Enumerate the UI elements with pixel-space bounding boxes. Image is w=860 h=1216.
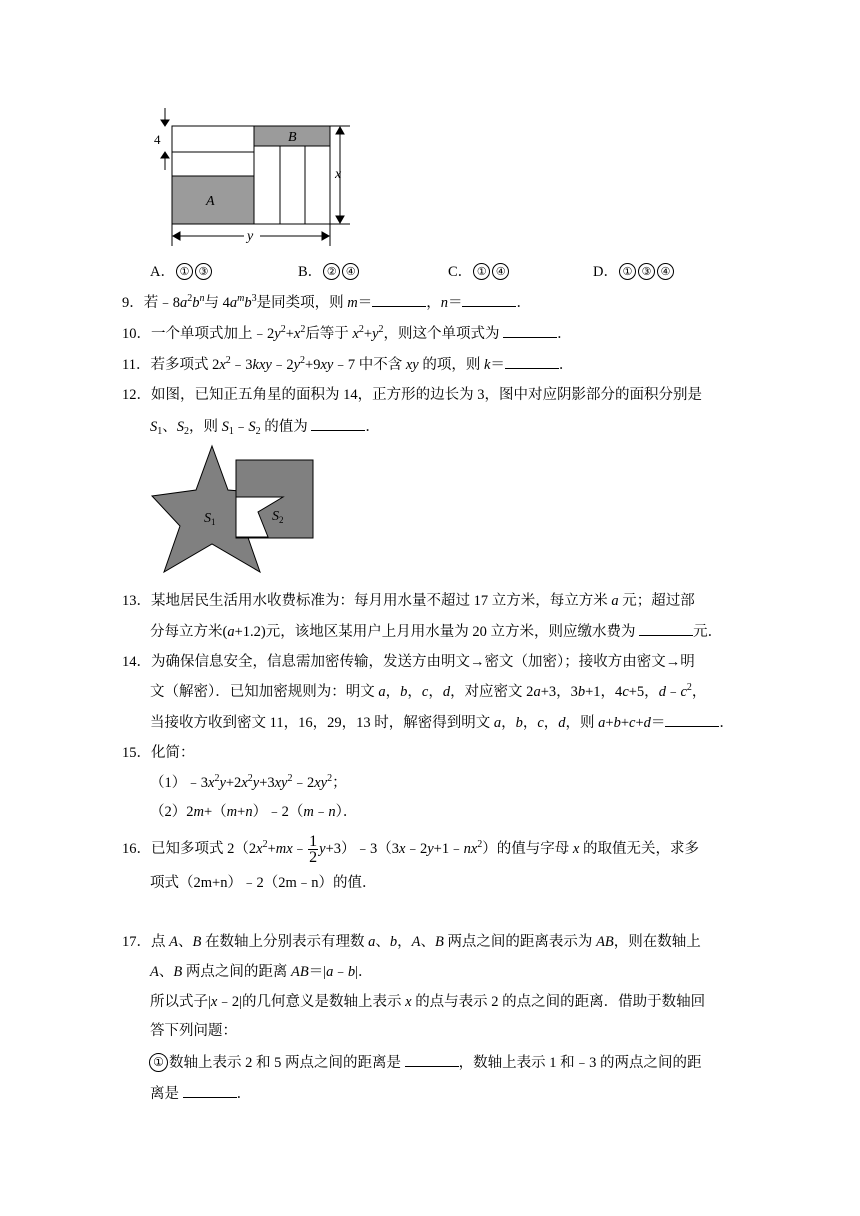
question-number: 13． [122,593,151,609]
q15-text: +（ [203,804,227,820]
q12-text: ． [365,419,380,435]
question-17-line6 [150,1083,251,1104]
q12-text: ﹣ [233,419,249,435]
q15-text: ）﹣2（ [252,804,304,820]
question-11: 11．若多项式 $2x^2﹣3kxy﹣2y^2+9xy﹣7$ 中不含 xy 的项，则 k＝ ． [122,355,574,373]
option-letter: A． [150,264,175,280]
q17-text: ＝| [308,964,327,980]
q12-text: 的值为 [260,419,312,435]
q13-text: +1.2)元，该地区某用户上月用水量为 20 立方米，则应缴水费为 [234,624,640,640]
question-17-line5 [148,1052,702,1073]
circled-number: ④ [342,263,359,280]
rectangle-figure [148,108,358,248]
q17-text: ． [236,1086,252,1102]
question-number: 12． [122,387,151,403]
q11-text: ﹣3 [230,357,253,373]
q17-text: ，则在数轴上 [613,934,701,950]
circled-number: ① [149,1053,168,1072]
q17-text: 答下列问题： [150,1023,237,1039]
question-14-line1 [122,652,695,672]
q14-text: ，则 [565,715,599,731]
question-17-line2: A、B 两点之间的距离 AB＝|a﹣b|． [150,964,373,980]
q10-text: + [363,326,373,342]
q8-option-a [150,262,213,282]
question-13-line1: 13．某地居民生活用水收费标准为：每月用水量不超过 17 立方米，每立方米 a 元；超过部 [122,593,695,609]
q15-text: （1）﹣3 [150,775,208,791]
option-letter: D． [593,264,618,280]
q12-text: 、 [162,419,177,435]
q9-text: ＝ [357,295,373,311]
q16-text: 项式（2m+n）﹣2（2m﹣n）的值． [150,875,377,891]
q11-text: +9 [305,357,321,373]
fig1-label-A: A [206,194,215,209]
question-number: 15． [122,745,151,761]
question-number: 16． [122,840,151,857]
fig2-label-s1: $S_1$ [204,511,216,527]
question-12-line1 [122,385,702,405]
q14-text: +3，3 [540,684,578,700]
q17-text: 两点之间的距离 [182,964,291,980]
q17-text: 在数轴上分别表示有理数 [201,934,369,950]
q9-text: 是同类项，则 [256,295,348,311]
question-16-line1: 16．已知多项式 $2(2x^2+mx﹣$ $\frac{1}{2}$ $y+3)﹣3(3x﹣2y+1﹣nx^2)$的值与字母 x 的取值无关，求多 [122,833,699,866]
circled-number: ① [176,263,193,280]
q13-text: 元；超过部 [618,593,695,609]
q17-text: 离是 [150,1086,183,1102]
question-13-line2: 分每立方米(a+1.2)元，该地区某用户上月用水量为 20 立方米，则应缴水费为 元． [150,621,722,642]
fig1-label-4: 4 [154,132,161,147]
question-number: 11． [122,357,151,373]
q11-text: ＝ [490,357,505,373]
fig1-label-B: B [288,130,297,145]
star-square-figure [148,440,318,575]
circled-number: ③ [638,263,655,280]
q10-text: ，则这个单项式为 [383,326,504,342]
question-9: 9．若$﹣8a^2b^n$与 $4a^mb^3$是同类项，则 m＝ ，n＝ ． [122,293,531,311]
circled-number: ① [619,263,636,280]
q14-text: ， [691,684,707,700]
q17-text: 所以式子| [150,994,211,1010]
q15-text: （2）2 [150,804,194,820]
question-number: 9． [122,295,144,311]
answer-blank[interactable] [405,1052,459,1067]
q10-text: 后等于 [305,326,353,342]
q9-text: ， [426,295,441,311]
answer-blank[interactable] [311,416,365,431]
question-14-line3: 当接收方收到密文 11，16，29，13 时，解密得到明文 a，b，c，d，则 a+b+c+d＝ ． [150,712,734,733]
answer-blank[interactable] [665,712,719,727]
q9-text: 若﹣8 [143,295,180,311]
q16-text: ）的值与字母 [482,840,573,857]
q14-text: ﹣ [665,684,681,700]
q16-text: ﹣ [292,840,308,857]
question-number: 14． [122,654,151,670]
fig1-label-y: y [247,229,254,244]
question-15-title [122,743,195,763]
q14-text: 文（解密）．已知加密规则为：明文 [150,684,379,700]
q10-text: ． [557,326,572,342]
fig1-label-x: x [335,167,342,182]
q17-text: ﹣2|的几何意义是数轴上表示 [217,994,406,1010]
q8-option-b [298,262,360,282]
q9-text: 与 4 [204,295,230,311]
q11-text: ﹣7 中不含 [333,357,406,373]
q14-text: ，对应密文 2 [450,684,534,700]
q10-text: 一个单项式加上﹣2 [151,326,275,342]
q14-text: ＝ [650,715,666,731]
answer-blank[interactable] [183,1083,237,1098]
answer-blank[interactable] [639,621,693,636]
question-15-part2: （2）2m+（m+n）﹣2（m﹣n）． [150,804,358,820]
question-16-line2 [150,873,376,893]
fig2-label-s2: $S_2$ [272,509,284,525]
q16-text: ﹣2 [405,840,428,857]
q11-text: ﹣2 [271,357,294,373]
answer-blank[interactable] [505,354,559,369]
q16-text: 的取值无关，求多 [579,840,699,857]
q14-text: +1，4 [585,684,623,700]
q17-text: 数轴上表示 2 和 5 两点之间的距离是 [169,1055,405,1071]
answer-blank-m[interactable] [372,292,426,307]
q11-text: 若多项式 2 [150,357,220,373]
question-12-line2: $S_1$、$S_2$，则 $S_1﹣S_2$ 的值为 ． [150,416,380,437]
q17-text: ，数轴上表示 1 和﹣3 的两点之间的距 [458,1055,702,1071]
q16-text: 已知多项式 2（2 [151,840,257,857]
q9-text: ． [516,295,531,311]
q17-text: |． [355,964,373,980]
question-14-line2: 文（解密）．已知加密规则为：明文 a，b，c，d，对应密文 2a+3，3b+1，4c+5，$d﹣c^2$， [150,682,707,700]
fraction-one-half: $\frac{1}{2}$ [309,833,318,866]
q12-text: ，则 [189,419,222,435]
q15-text: 化简： [151,745,195,761]
q13-text: 某地居民生活用水收费标准为：每月用水量不超过 17 立方米，每立方米 [151,593,612,609]
q8-option-c [448,262,510,282]
q17-text: ﹣ [333,964,348,980]
question-15-part1: $(1)﹣3x^2y+2x^2y+3xy^2﹣2xy^2$； [150,773,347,791]
circled-number: ④ [657,263,674,280]
q15-text: ）． [335,804,358,820]
question-number: 10． [122,326,151,342]
circled-number: ① [473,263,490,280]
q17-text: 两点之间的距离表示为 [443,934,597,950]
answer-blank[interactable] [503,323,557,338]
q13-text: 元． [693,624,723,640]
q8-option-d [593,262,675,282]
q14-text: +5， [628,684,659,700]
q14-text: 当接收方收到密文 11，16，29，13 时，解密得到明文 [150,715,494,731]
option-letter: C． [448,264,473,280]
question-17-line1: 17．点 A、B 在数轴上分别表示有理数 a、b，A、B 两点之间的距离表示为 AB，则在数轴上 [122,934,701,950]
q10-text: + [285,326,294,342]
circled-number: ② [323,263,340,280]
q17-text: 的点与表示 2 的点之间的距离．借助于数轴回 [411,994,706,1010]
q11-text: 的项，则 [418,357,484,373]
circled-number: ④ [492,263,509,280]
circled-number: ③ [195,263,212,280]
option-letter: B． [298,264,323,280]
q16-text: +3）﹣3（3 [325,840,400,857]
question-10: 10．一个单项式加上$﹣2y^2+x^2$后等于 $x^2+y^2$，则这个单项式为 ． [122,324,572,342]
question-17-line3: 所以式子|x﹣2|的几何意义是数轴上表示 x 的点与表示 2 的点之间的距离．借助于数轴回 [150,994,706,1010]
question-number: 17． [122,934,151,950]
q17-text: 点 [151,934,170,950]
answer-blank-n[interactable] [462,292,516,307]
q14-text: ． [719,715,734,731]
question-17-line4 [150,1021,237,1041]
q13-text: 分每立方米( [150,624,228,640]
q14-text: 为确保信息安全，信息需加密传输，发送方由明文→密文（加密）；接收方由密文→明 [151,654,695,670]
q11-text: ． [558,357,574,373]
q9-text: ＝ [447,295,463,311]
q12-text: 如图，已知正五角星的面积为 14，正方形的边长为 3，图中对应阴影部分的面积分别是 [151,387,702,403]
q16-text: +1﹣ [433,840,464,857]
